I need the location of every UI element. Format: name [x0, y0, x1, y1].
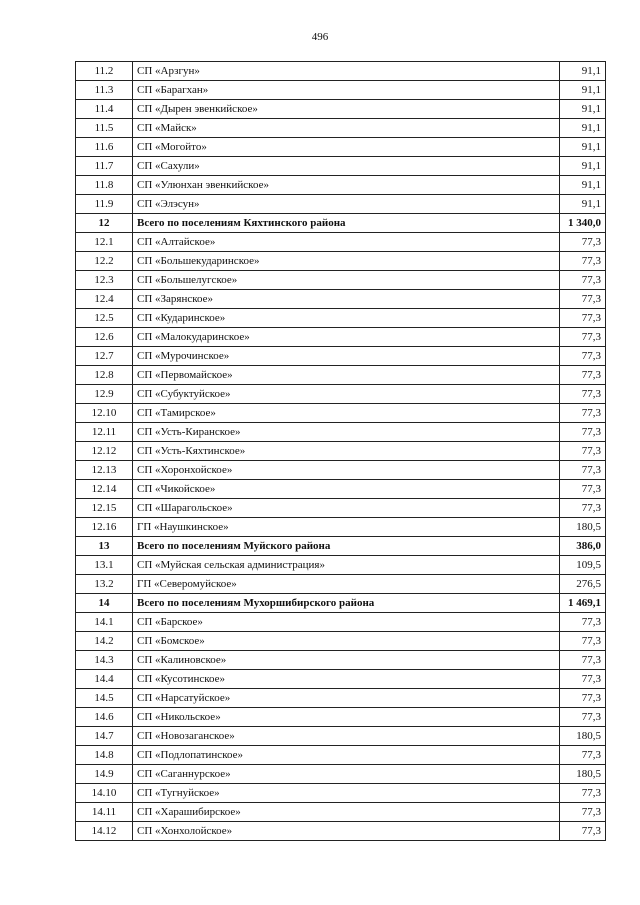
row-name-cell: СП «Кударинское»: [133, 309, 560, 328]
row-value-cell: 180,5: [560, 727, 606, 746]
row-value-cell: 77,3: [560, 499, 606, 518]
row-number-cell: 11.5: [76, 119, 133, 138]
row-number-cell: 12.4: [76, 290, 133, 309]
row-number-cell: 12.14: [76, 480, 133, 499]
table-row: [76, 271, 606, 290]
row-name-cell: СП «Большелугское»: [133, 271, 560, 290]
row-number-cell: 13: [76, 537, 133, 556]
row-number-cell: 12.10: [76, 404, 133, 423]
row-number-cell: 11.8: [76, 176, 133, 195]
table-row: [76, 670, 606, 689]
row-number-cell: 14.10: [76, 784, 133, 803]
row-name-cell: СП «Никольское»: [133, 708, 560, 727]
row-value-cell: 91,1: [560, 176, 606, 195]
row-value-cell: 77,3: [560, 366, 606, 385]
table-row: [76, 119, 606, 138]
row-number-cell: 11.3: [76, 81, 133, 100]
row-name-cell: СП «Новозаганское»: [133, 727, 560, 746]
row-value-cell: 77,3: [560, 689, 606, 708]
row-number-cell: 14.11: [76, 803, 133, 822]
row-name-cell: СП «Малокударинское»: [133, 328, 560, 347]
table-row: [76, 176, 606, 195]
row-name-cell: СП «Барагхан»: [133, 81, 560, 100]
page-number: 496: [311, 31, 329, 43]
row-value-cell: 77,3: [560, 461, 606, 480]
row-value-cell: 180,5: [560, 518, 606, 537]
row-name-cell: СП «Хонхолойское»: [133, 822, 560, 841]
row-number-cell: 14.6: [76, 708, 133, 727]
row-name-cell: СП «Бомское»: [133, 632, 560, 651]
row-number-cell: 11.4: [76, 100, 133, 119]
table-total-row: [76, 214, 606, 233]
table-row: [76, 689, 606, 708]
row-name-cell: СП «Алтайское»: [133, 233, 560, 252]
row-number-cell: 14.7: [76, 727, 133, 746]
row-number-cell: 11.7: [76, 157, 133, 176]
row-name-cell: СП «Большекударинское»: [133, 252, 560, 271]
row-name-cell: СП «Тамирское»: [133, 404, 560, 423]
table-row: [76, 499, 606, 518]
row-name-cell: Всего по поселениям Мухоршибирского района: [133, 594, 560, 613]
row-name-cell: СП «Улюнхан эвенкийское»: [133, 176, 560, 195]
table-row: [76, 727, 606, 746]
row-name-cell: СП «Арзгун»: [133, 62, 560, 81]
row-value-cell: 77,3: [560, 290, 606, 309]
row-number-cell: 12.13: [76, 461, 133, 480]
row-value-cell: 91,1: [560, 157, 606, 176]
row-number-cell: 14.8: [76, 746, 133, 765]
table-row: [76, 613, 606, 632]
row-value-cell: 91,1: [560, 138, 606, 157]
table-row: [76, 651, 606, 670]
row-value-cell: 77,3: [560, 708, 606, 727]
table-row: [76, 480, 606, 499]
table-row: [76, 100, 606, 119]
table-row: [76, 556, 606, 575]
row-number-cell: 12.7: [76, 347, 133, 366]
row-number-cell: 14.5: [76, 689, 133, 708]
row-name-cell: СП «Дырен эвенкийское»: [133, 100, 560, 119]
row-value-cell: 77,3: [560, 822, 606, 841]
row-number-cell: 12.6: [76, 328, 133, 347]
table-row: [76, 442, 606, 461]
table-row: [76, 157, 606, 176]
row-number-cell: 12: [76, 214, 133, 233]
row-number-cell: 14.9: [76, 765, 133, 784]
table-body: [76, 62, 606, 841]
row-name-cell: СП «Чикойское»: [133, 480, 560, 499]
row-value-cell: 276,5: [560, 575, 606, 594]
row-number-cell: 12.3: [76, 271, 133, 290]
table-row: [76, 822, 606, 841]
table-row: [76, 62, 606, 81]
row-number-cell: 12.5: [76, 309, 133, 328]
row-number-cell: 12.15: [76, 499, 133, 518]
table-row: [76, 632, 606, 651]
row-name-cell: СП «Барское»: [133, 613, 560, 632]
row-value-cell: 77,3: [560, 442, 606, 461]
row-name-cell: СП «Нарсатуйское»: [133, 689, 560, 708]
table-row: [76, 233, 606, 252]
table-row: [76, 746, 606, 765]
row-value-cell: 91,1: [560, 119, 606, 138]
row-value-cell: 77,3: [560, 651, 606, 670]
row-value-cell: 77,3: [560, 746, 606, 765]
table-row: [76, 81, 606, 100]
row-number-cell: 12.11: [76, 423, 133, 442]
row-value-cell: 1 340,0: [560, 214, 606, 233]
row-number-cell: 12.9: [76, 385, 133, 404]
row-name-cell: ГП «Наушкинское»: [133, 518, 560, 537]
row-number-cell: 13.1: [76, 556, 133, 575]
row-name-cell: СП «Саганнурское»: [133, 765, 560, 784]
row-number-cell: 11.9: [76, 195, 133, 214]
row-name-cell: СП «Кусотинское»: [133, 670, 560, 689]
table-total-row: [76, 537, 606, 556]
row-number-cell: 11.2: [76, 62, 133, 81]
row-name-cell: СП «Калиновское»: [133, 651, 560, 670]
row-number-cell: 14: [76, 594, 133, 613]
row-number-cell: 11.6: [76, 138, 133, 157]
table-row: [76, 423, 606, 442]
table-row: [76, 404, 606, 423]
row-value-cell: 91,1: [560, 62, 606, 81]
table-row: [76, 461, 606, 480]
row-number-cell: 14.3: [76, 651, 133, 670]
row-number-cell: 12.12: [76, 442, 133, 461]
row-value-cell: 77,3: [560, 670, 606, 689]
row-number-cell: 12.16: [76, 518, 133, 537]
row-value-cell: 77,3: [560, 328, 606, 347]
row-name-cell: СП «Тугнуйское»: [133, 784, 560, 803]
table-row: [76, 518, 606, 537]
row-value-cell: 77,3: [560, 803, 606, 822]
row-value-cell: 91,1: [560, 81, 606, 100]
row-number-cell: 12.2: [76, 252, 133, 271]
row-number-cell: 12.8: [76, 366, 133, 385]
row-value-cell: 77,3: [560, 385, 606, 404]
table-row: [76, 708, 606, 727]
row-value-cell: 77,3: [560, 309, 606, 328]
table-row: [76, 347, 606, 366]
row-value-cell: 77,3: [560, 423, 606, 442]
row-name-cell: СП «Харашибирское»: [133, 803, 560, 822]
row-name-cell: СП «Муйская сельская администрация»: [133, 556, 560, 575]
row-value-cell: 91,1: [560, 195, 606, 214]
table-total-row: [76, 594, 606, 613]
table-row: [76, 784, 606, 803]
row-value-cell: 77,3: [560, 252, 606, 271]
row-name-cell: СП «Хоронхойское»: [133, 461, 560, 480]
row-number-cell: 14.2: [76, 632, 133, 651]
table-row: [76, 366, 606, 385]
row-name-cell: СП «Могойто»: [133, 138, 560, 157]
row-name-cell: СП «Элэсун»: [133, 195, 560, 214]
row-name-cell: СП «Усть-Кяхтинское»: [133, 442, 560, 461]
row-value-cell: 386,0: [560, 537, 606, 556]
table-row: [76, 309, 606, 328]
table-row: [76, 195, 606, 214]
row-name-cell: СП «Первомайское»: [133, 366, 560, 385]
row-name-cell: Всего по поселениям Кяхтинского района: [133, 214, 560, 233]
row-value-cell: 77,3: [560, 233, 606, 252]
row-number-cell: 14.12: [76, 822, 133, 841]
row-value-cell: 77,3: [560, 613, 606, 632]
row-name-cell: СП «Подлопатинское»: [133, 746, 560, 765]
row-value-cell: 77,3: [560, 347, 606, 366]
row-number-cell: 13.2: [76, 575, 133, 594]
row-number-cell: 14.1: [76, 613, 133, 632]
table-row: [76, 252, 606, 271]
row-name-cell: СП «Зарянское»: [133, 290, 560, 309]
row-value-cell: 1 469,1: [560, 594, 606, 613]
row-name-cell: СП «Субуктуйское»: [133, 385, 560, 404]
table-row: [76, 138, 606, 157]
row-value-cell: 77,3: [560, 271, 606, 290]
table-row: [76, 385, 606, 404]
row-value-cell: 77,3: [560, 784, 606, 803]
row-value-cell: 91,1: [560, 100, 606, 119]
row-name-cell: ГП «Северомуйское»: [133, 575, 560, 594]
row-name-cell: Всего по поселениям Муйского района: [133, 537, 560, 556]
table-row: [76, 765, 606, 784]
settlements-table: [75, 61, 606, 841]
table-row: [76, 290, 606, 309]
row-name-cell: СП «Усть-Киранское»: [133, 423, 560, 442]
row-number-cell: 12.1: [76, 233, 133, 252]
row-name-cell: СП «Майск»: [133, 119, 560, 138]
row-name-cell: СП «Шарагольское»: [133, 499, 560, 518]
table-row: [76, 803, 606, 822]
row-name-cell: СП «Сахули»: [133, 157, 560, 176]
row-number-cell: 14.4: [76, 670, 133, 689]
row-value-cell: 109,5: [560, 556, 606, 575]
table-row: [76, 328, 606, 347]
row-value-cell: 180,5: [560, 765, 606, 784]
row-name-cell: СП «Мурочинское»: [133, 347, 560, 366]
row-value-cell: 77,3: [560, 480, 606, 499]
table-row: [76, 575, 606, 594]
row-value-cell: 77,3: [560, 404, 606, 423]
row-value-cell: 77,3: [560, 632, 606, 651]
